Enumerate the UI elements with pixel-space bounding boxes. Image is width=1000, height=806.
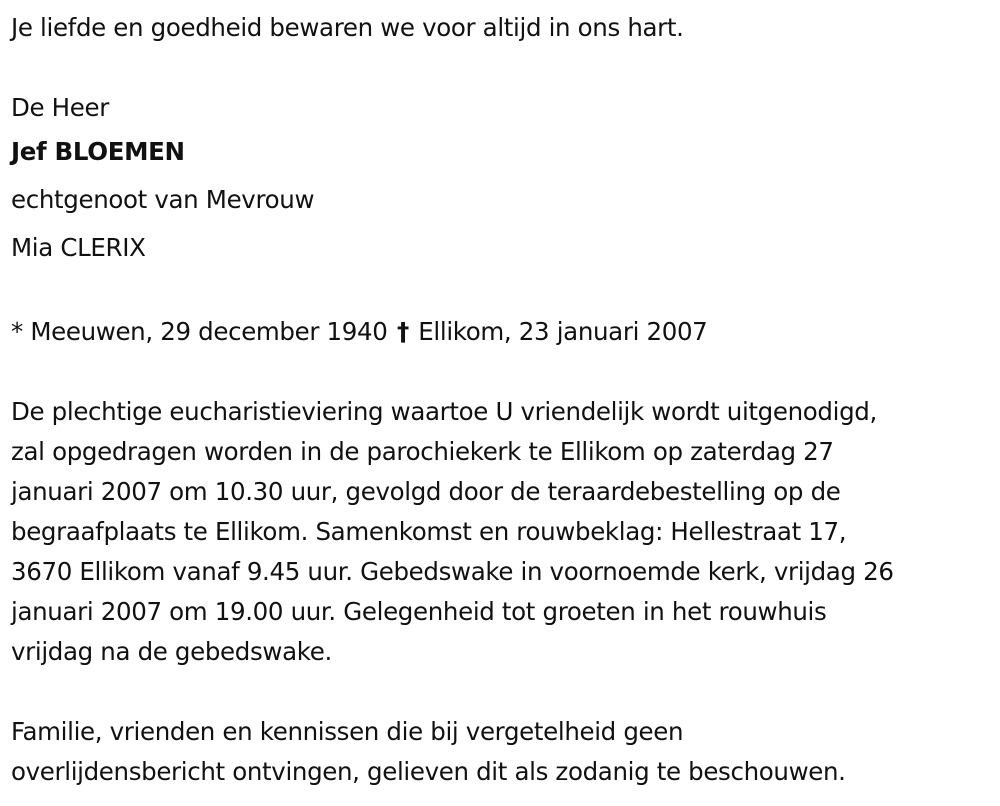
paragraph-line: begraafplaats te Ellikom. Samenkomst en rouwbeklag: Hellestraat 17, — [11, 517, 847, 546]
spacer — [11, 352, 996, 392]
closing-paragraph — [11, 712, 996, 792]
death-date: Ellikom, 23 januari 2007 — [418, 317, 708, 346]
paragraph-line: zal opgedragen worden in de parochiekerk te Ellikom op zaterdag 27 — [11, 437, 834, 466]
birth-date: Meeuwen, 29 december 1940 — [30, 317, 388, 346]
ceremony-paragraph — [11, 392, 996, 672]
paragraph-line: vrijdag na de gebedswake. — [11, 637, 332, 666]
life-dates — [11, 312, 996, 352]
paragraph-line: overlijdensbericht ontvingen, gelieven dit als zodanig te beschouwen. — [11, 757, 846, 786]
death-cross-icon: † — [396, 317, 409, 346]
honorific-title: De Heer — [11, 93, 109, 122]
obituary-notice — [11, 8, 996, 792]
paragraph-line: januari 2007 om 10.30 uur, gevolgd door de teraardebestelling op de — [11, 477, 841, 506]
spacer — [11, 272, 996, 312]
spouse-name: Mia CLERIX — [11, 233, 146, 262]
paragraph-line: Familie, vrienden en kennissen die bij vergetelheid geen — [11, 717, 684, 746]
spacer — [11, 48, 996, 88]
spacer — [11, 672, 996, 712]
paragraph-line: 3670 Ellikom vanaf 9.45 uur. Gebedswake in voornoemde kerk, vrijdag 26 — [11, 557, 894, 586]
birth-marker: * — [11, 317, 23, 346]
motto: Je liefde en goedheid bewaren we voor altijd in ons hart. — [11, 13, 684, 42]
relation-text: echtgenoot van Mevrouw — [11, 185, 315, 214]
deceased-name: Jef BLOEMEN — [11, 137, 185, 166]
paragraph-line: De plechtige eucharistieviering waartoe U vriendelijk wordt uitgenodigd, — [11, 397, 877, 426]
paragraph-line: januari 2007 om 19.00 uur. Gelegenheid tot groeten in het rouwhuis — [11, 597, 827, 626]
